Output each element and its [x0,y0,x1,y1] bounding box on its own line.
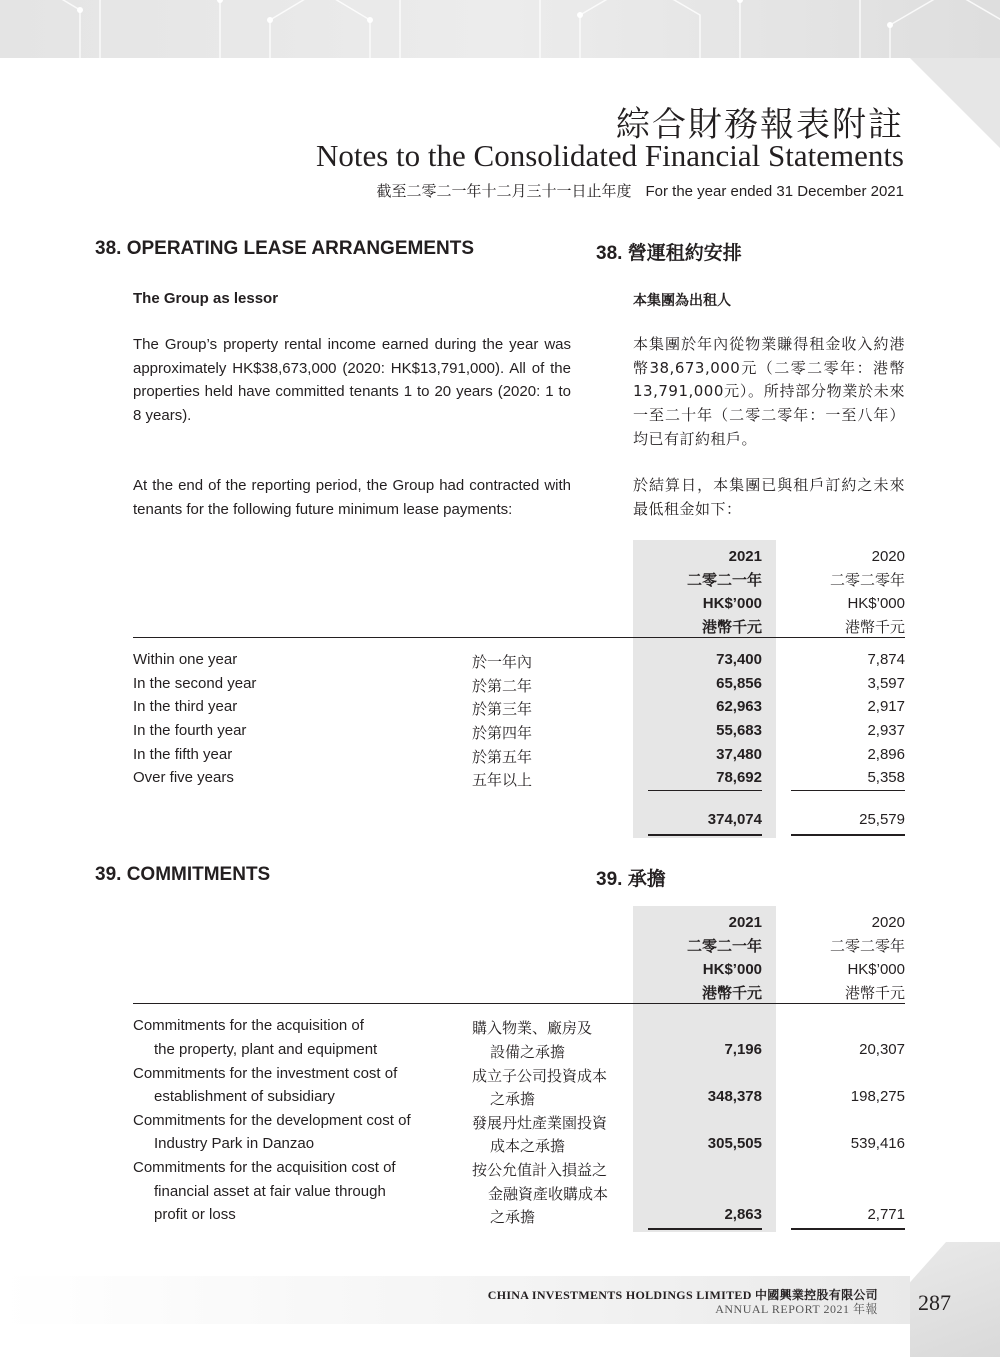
row-label-en: Commitments for the acquisition cost of [133,1159,396,1176]
total-rule-2021 [648,834,762,836]
value-2021: 55,683 [716,722,762,739]
value-2020: 5,358 [867,769,905,786]
column-header-2020 [765,911,905,1005]
section-title-cn: 營運租約安排 [627,242,742,264]
header-year: 2020 [871,914,905,931]
section-heading-cn [596,864,666,891]
row-label-en-cont: Industry Park in Danzao [154,1135,315,1152]
header-year: 2021 [728,914,762,931]
header-year-cn: 二零二零年 [829,936,905,955]
header-year: 2020 [871,548,905,565]
value-2020: 3,597 [867,675,905,692]
column-header-2020 [765,545,905,639]
value-2020: 2,896 [867,746,905,763]
value-2020: 2,917 [867,698,905,715]
value-2021: 7,196 [724,1041,762,1058]
header-pattern [0,0,1000,58]
row-label-en-cont: the property, plant and equipment [154,1041,378,1058]
section-number: 38. [596,243,623,264]
value-2021: 78,692 [716,769,762,786]
section-number: 39. [596,869,623,890]
value-2021: 305,505 [707,1135,762,1152]
header-unit: HK$’000 [702,961,762,978]
row-label-cn-cont: 成本之承擔 [490,1137,566,1155]
value-2020: 7,874 [867,651,905,668]
row-label-en: Within one year [133,651,238,668]
subheading-en: The Group as lessor [133,290,279,307]
column-header-2021 [622,911,762,1005]
row-label-cn: 按公允值計入損益之 [472,1161,608,1179]
row-label-cn-cont: 之承擔 [490,1090,536,1108]
paragraph-lease-payments-en: At the end of the reporting period, the Group had contracted with tenants for the following future minimum lease payments: [133,477,571,518]
total-2021: 374,074 [707,811,762,828]
period-en: For the year ended 31 December 2021 [645,183,904,200]
section-heading-en: 39. COMMITMENTS [95,864,271,885]
corner-decoration [910,58,1000,148]
subheading-cn: 本集團為出租人 [633,293,731,309]
value-2020: 198,275 [850,1088,905,1105]
value-2021: 2,863 [724,1206,762,1223]
row-label-cn: 於第三年 [472,700,533,718]
header-unit-cn: 港幣千元 [701,617,762,636]
total-rule-2020 [791,1228,905,1230]
company-name-cn: 中國興業控股有限公司 [754,1288,878,1302]
header-year-cn: 二零二一年 [686,936,762,955]
header-unit: HK$’000 [847,595,905,612]
row-label-cn: 於第四年 [472,724,533,742]
subtotal-rule-2020 [791,790,905,791]
row-label-en: Commitments for the development cost of [133,1112,411,1129]
row-label-cn-cont: 金融資產收購成本 [488,1185,609,1203]
paragraph-lease-payments-cn: 於結算日，本集團已與租戶訂約之未來最低租金如下： [633,476,905,518]
row-label-cn: 五年以上 [472,771,533,789]
row-label-en-cont: profit or loss [154,1206,236,1223]
period-line [376,180,904,201]
page-number: 287 [918,1290,951,1315]
value-2020: 539,416 [850,1135,905,1152]
row-label-en: In the third year [133,698,238,715]
row-label-en: Commitments for the acquisition of [133,1017,364,1034]
value-2020: 20,307 [859,1041,905,1058]
row-label-en-cont: establishment of subsidiary [154,1088,335,1105]
row-label-en: Over five years [133,769,234,786]
total-rule-2020 [791,834,905,836]
value-2021: 62,963 [716,698,762,715]
row-label-en-cont: financial asset at fair value through [154,1183,386,1200]
page-title-en: Notes to the Consolidated Financial Statements [315,138,904,173]
value-2021: 65,856 [716,675,762,692]
row-label-cn: 發展丹灶產業園投資 [472,1114,608,1132]
total-2020: 25,579 [859,811,905,828]
column-header-2021 [622,545,762,639]
row-label-en: In the fifth year [133,746,233,763]
value-2021: 348,378 [707,1088,762,1105]
subtotal-rule-2021 [648,790,762,791]
value-2021: 37,480 [716,746,762,763]
row-label-cn: 購入物業、廠房及 [472,1019,593,1037]
header-unit: HK$’000 [847,961,905,978]
section-title-cn: 承擔 [627,868,666,890]
header-unit-cn: 港幣千元 [844,617,905,636]
row-label-cn: 成立子公司投資成本 [472,1067,608,1085]
row-label-cn: 於一年內 [472,653,533,671]
row-label-cn-cont: 之承擔 [490,1208,536,1226]
table-header-rule [133,1003,905,1004]
total-rule-2021 [648,1228,762,1230]
row-label-en: In the fourth year [133,722,247,739]
paragraph-rental-income-en: The Group’s property rental income earned during the year was approximately HK$38,673,000 (2020: HK$13,791,000). All of the properties held have committed tenants 1 to 20 years (2020: 1 to 8 years). [133,336,571,425]
row-label-en: Commitments for the investment cost of [133,1065,398,1082]
section-heading-en: 38. OPERATING LEASE ARRANGEMENTS [95,238,474,259]
company-name-en: CHINA INVESTMENTS HOLDINGS LIMITED [487,1288,752,1302]
hexagon-pattern-icon [0,0,1000,58]
header-year: 2021 [728,548,762,565]
value-2021: 73,400 [716,651,762,668]
row-label-cn: 於第二年 [472,677,533,695]
table-header-rule [133,637,905,638]
header-unit: HK$’000 [702,595,762,612]
section-heading-cn [596,238,742,265]
header-unit-cn: 港幣千元 [844,983,905,1002]
paragraph-rental-income-cn: 本集團於年內從物業賺得租金收入約港幣38,673,000元（二零二零年：港幣13,791,000元）。所持部分物業於未來一至二十年（二零二零年：一至八年）均已有訂約租戶。 [633,335,905,448]
row-label-en: In the second year [133,675,257,692]
value-2020: 2,771 [867,1206,905,1223]
page-title-cn: 綜合財務報表附註 [616,105,904,145]
row-label-cn-cont: 設備之承擔 [490,1043,566,1061]
value-2020: 2,937 [867,722,905,739]
header-unit-cn: 港幣千元 [701,983,762,1002]
header-year-cn: 二零二零年 [829,570,905,589]
header-year-cn: 二零二一年 [686,570,762,589]
period-cn: 截至二零二一年十二月三十一日止年度 [376,182,632,200]
row-label-cn: 於第五年 [472,748,533,766]
footer-report: ANNUAL REPORT 2021 年報 [715,1302,878,1316]
